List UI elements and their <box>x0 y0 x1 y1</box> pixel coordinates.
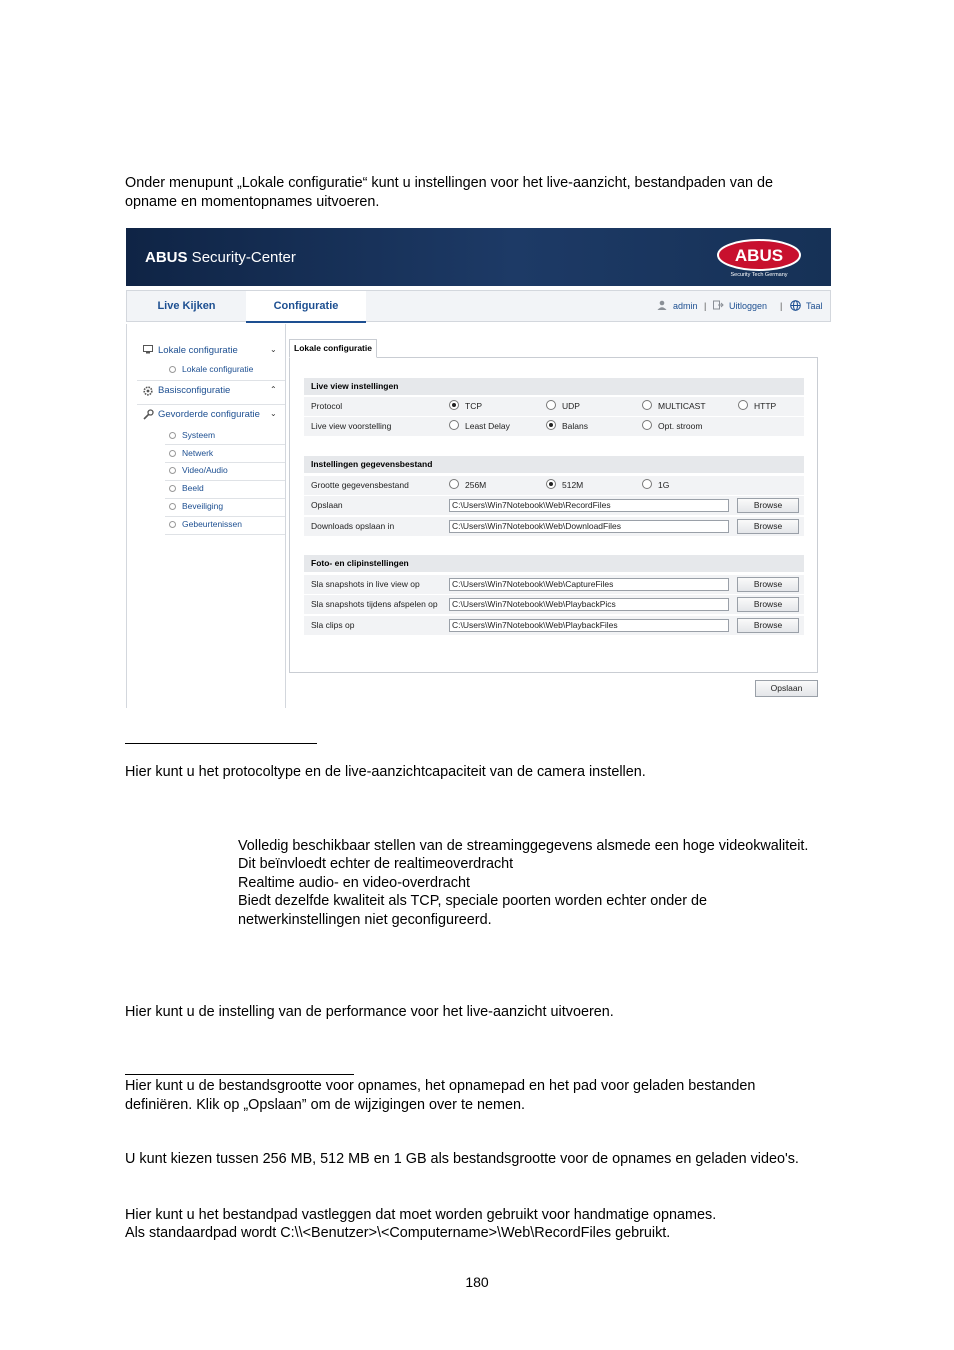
divider <box>165 462 285 463</box>
brand-rest: Security-Center <box>187 249 296 266</box>
browse-button[interactable]: Browse <box>737 519 799 534</box>
page-number: 180 <box>465 1274 489 1290</box>
sidebar-subitem-local[interactable]: Lokale configuratie <box>169 364 253 374</box>
divider <box>165 516 285 517</box>
snap-live-path-field[interactable]: C:\Users\Win7Notebook\Web\CaptureFiles <box>449 578 729 591</box>
brand-bold: ABUS <box>145 249 188 266</box>
paragraph-save-path-1: Hier kunt u het bestandpad vastleggen dat moet worden gebruikt voor handmatige opnames. <box>125 1207 717 1223</box>
section-rule <box>125 1074 354 1075</box>
admin-link[interactable]: admin <box>673 301 698 311</box>
tcp-description-1: Volledig beschikbaar stellen van de streaminggegevens alsmede een hoge videokwaliteit. <box>238 838 809 854</box>
download-path-field[interactable]: C:\Users\Win7Notebook\Web\DownloadFiles <box>449 520 729 533</box>
sidebar-subitem-network[interactable]: Netwerk <box>169 448 213 458</box>
paragraph-save-path-2: Als standaardpad wordt C:\\<Benutzer>\<Computername>\Web\RecordFiles gebruikt. <box>125 1225 671 1241</box>
tab-local-config[interactable]: Lokale configuratie <box>289 339 377 358</box>
tab-live-view[interactable]: Live Kijken <box>157 300 216 312</box>
save-path-field[interactable]: C:\Users\Win7Notebook\Web\RecordFiles <box>449 499 729 512</box>
tcp-description-2: Dit beïnvloedt echter de realtimeoverdracht <box>238 856 514 872</box>
logo-text: ABUS <box>734 246 784 265</box>
performance-label: Live view voorstelling <box>311 421 392 431</box>
separator: | <box>780 301 783 311</box>
header-banner <box>126 228 831 286</box>
radio-multicast[interactable]: MULTICAST <box>642 397 706 416</box>
sidebar-item-local[interactable]: Lokale configuratie <box>158 345 238 356</box>
chevron-down-icon[interactable]: ⌄ <box>270 345 277 354</box>
row-download-path <box>304 517 804 536</box>
radio-1g[interactable]: 1G <box>642 476 669 495</box>
section-clip-settings: Foto- en clipinstellingen <box>304 555 804 572</box>
sidebar-subitem-security[interactable]: Beveiliging <box>169 501 223 511</box>
protocol-label: Protocol <box>311 401 343 411</box>
sidebar <box>126 324 286 708</box>
row-protocol <box>304 397 804 416</box>
browse-button[interactable]: Browse <box>737 597 799 612</box>
radio-tcp[interactable]: TCP <box>449 397 482 416</box>
snap-playback-path-field[interactable]: C:\Users\Win7Notebook\Web\PlaybackPics <box>449 598 729 611</box>
divider <box>165 480 285 481</box>
browse-button[interactable]: Browse <box>737 618 799 633</box>
sidebar-item-advanced[interactable]: Gevorderde configuratie <box>158 409 260 420</box>
monitor-icon <box>143 345 153 357</box>
browse-button[interactable]: Browse <box>737 577 799 592</box>
udp-description: Realtime audio- en video-overdracht <box>238 875 470 891</box>
radio-http[interactable]: HTTP <box>738 397 776 416</box>
save-path-label: Opslaan <box>311 500 343 510</box>
divider <box>137 380 285 381</box>
logo-sub: Security Tech Germany <box>730 272 788 278</box>
chevron-up-icon[interactable]: ⌃ <box>270 385 277 394</box>
section-file-settings: Instellingen gegevensbestand <box>304 456 804 473</box>
row-snap-playback <box>304 595 804 614</box>
paragraph-file-2: definiëren. Klik op „Opslaan” om de wijzigingen over te nemen. <box>125 1097 525 1113</box>
radio-udp[interactable]: UDP <box>546 397 580 416</box>
http-description-1: Biedt dezelfde kwaliteit als TCP, speciale poorten worden echter onder de <box>238 893 708 909</box>
row-clips <box>304 616 804 635</box>
user-icon <box>657 291 667 321</box>
sidebar-item-basic[interactable]: Basisconfiguratie <box>158 385 231 396</box>
paragraph-performance: Hier kunt u de instelling van de performance voor het live-aanzicht uitvoeren. <box>125 1004 614 1020</box>
file-size-label: Grootte gegevensbestand <box>311 480 409 490</box>
globe-icon <box>790 291 801 321</box>
row-snap-live <box>304 575 804 594</box>
divider <box>137 404 285 405</box>
tab-configuration[interactable]: Configuratie <box>246 291 366 323</box>
row-save-path <box>304 496 804 515</box>
http-description-2: netwerkinstellingen niet geconfigureerd. <box>238 912 492 928</box>
language-link[interactable]: Taal <box>806 301 823 311</box>
paragraph-protocol: Hier kunt u het protocoltype en de live-aanzichtcapaciteit van de camera instellen. <box>125 764 646 780</box>
radio-256m[interactable]: 256M <box>449 476 486 495</box>
clips-label: Sla clips op <box>311 620 355 630</box>
intro-line-2: opname en momentopnames uitvoeren. <box>125 194 380 210</box>
radio-512m[interactable]: 512M <box>546 476 583 495</box>
sidebar-subitem-system[interactable]: Systeem <box>169 430 215 440</box>
radio-least-delay[interactable]: Least Delay <box>449 417 510 436</box>
radio-opt-stroom[interactable]: Opt. stroom <box>642 417 702 436</box>
snap-playback-label: Sla snapshots tijdens afspelen op <box>311 599 438 609</box>
sidebar-subitem-image[interactable]: Beeld <box>169 483 204 493</box>
top-nav <box>126 290 831 322</box>
row-file-size <box>304 476 804 495</box>
divider <box>165 498 285 499</box>
gear-icon <box>143 386 153 399</box>
snap-live-label: Sla snapshots in live view op <box>311 579 420 589</box>
clips-path-field[interactable]: C:\Users\Win7Notebook\Web\PlaybackFiles <box>449 619 729 632</box>
browse-button[interactable]: Browse <box>737 498 799 513</box>
section-live-view: Live view instellingen <box>304 378 804 395</box>
wrench-icon <box>143 409 154 423</box>
radio-balans[interactable]: Balans <box>546 417 588 436</box>
intro-line-1: Onder menupunt „Lokale configuratie“ kunt u instellingen voor het live-aanzicht, bestandpaden van de <box>125 175 773 191</box>
config-screenshot <box>126 228 831 708</box>
row-performance <box>304 417 804 436</box>
sidebar-subitem-events[interactable]: Gebeurtenissen <box>169 519 242 529</box>
abus-logo-icon <box>716 238 802 278</box>
divider <box>165 534 285 535</box>
paragraph-file-size: U kunt kiezen tussen 256 MB, 512 MB en 1 GB als bestandsgrootte voor de opnames en geladen video's. <box>125 1151 799 1167</box>
logout-icon <box>713 291 724 321</box>
section-rule <box>125 743 317 744</box>
chevron-down-icon[interactable]: ⌄ <box>270 409 277 418</box>
user-links <box>657 291 831 321</box>
download-path-label: Downloads opslaan in <box>311 521 395 531</box>
separator: | <box>704 301 707 311</box>
divider <box>165 444 285 445</box>
save-button[interactable]: Opslaan <box>755 680 818 697</box>
sidebar-subitem-video-audio[interactable]: Video/Audio <box>169 465 228 475</box>
paragraph-file-1: Hier kunt u de bestandsgrootte voor opnames, het opnamepad en het pad voor geladen bestanden <box>125 1078 756 1094</box>
logout-link[interactable]: Uitloggen <box>729 301 768 311</box>
brand-title <box>145 249 296 266</box>
